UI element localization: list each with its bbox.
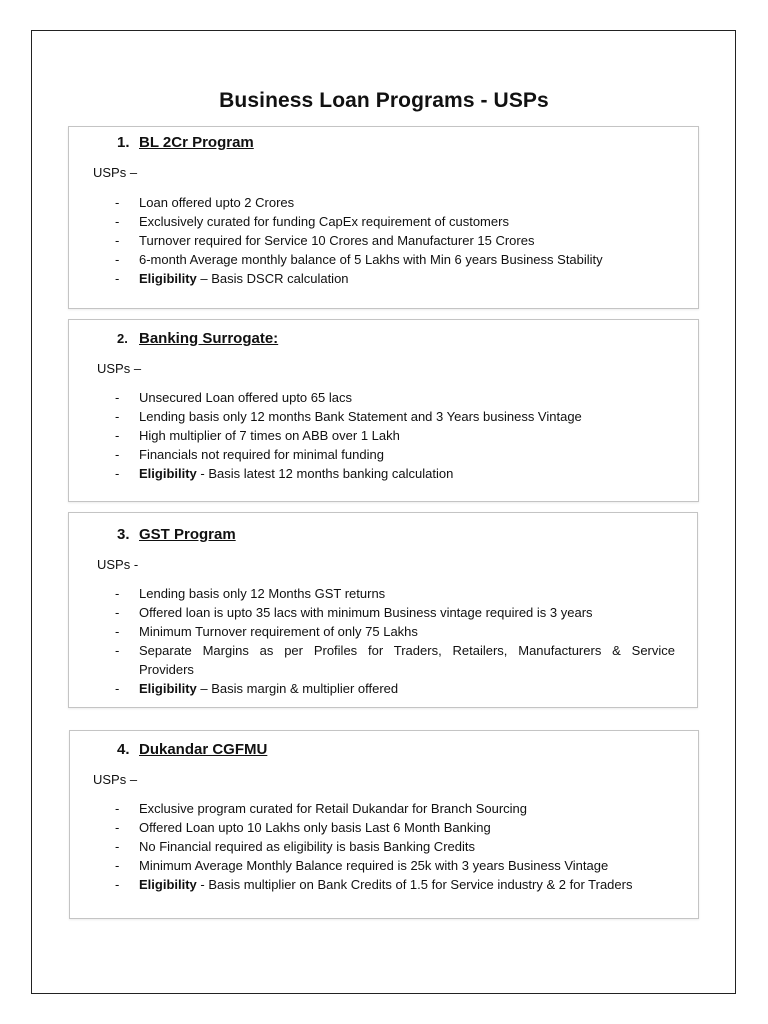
program-name: GST Program [139,526,236,543]
program-heading [117,330,278,348]
program-name: BL 2Cr Program [139,134,254,151]
eligibility-text: - Basis latest 12 months banking calculation [196,466,454,481]
list-item: - Offered Loan upto 10 Lakhs only basis Last 6 Month Banking [115,818,685,837]
list-item: - Exclusively curated for funding CapEx requirement of customers [115,212,675,231]
eligibility-label: Eligibility [139,466,197,481]
program-number: 1. [117,134,130,151]
list-item: - Lending basis only 12 Months GST returns [115,584,675,603]
program-name: Banking Surrogate: [139,330,279,347]
list-item: - High multiplier of 7 times on ABB over 1 Lakh [115,426,675,445]
program-heading [117,134,254,152]
list-item: - Minimum Turnover requirement of only 75 Lakhs [115,622,675,641]
list-item: - No Financial required as eligibility is basis Banking Credits [115,837,685,856]
list-item: - Minimum Average Monthly Balance required is 25k with 3 years Business Vintage [115,856,685,875]
list-item [115,641,675,679]
eligibility-label: Eligibility [139,271,197,286]
list-item: - Exclusive program curated for Retail Dukandar for Branch Sourcing [115,799,685,818]
document-title: Business Loan Programs - USPs [219,89,549,112]
list-item: - Unsecured Loan offered upto 65 lacs [115,388,675,407]
list-item: - Financials not required for minimal funding [115,445,675,464]
eligibility-label: Eligibility [139,877,197,892]
usps-label: USPs – [97,361,142,376]
eligibility-item [115,875,685,894]
program-heading [117,741,267,759]
usp-list [115,799,685,894]
eligibility-item [115,464,675,483]
usps-label: USPs - [97,557,139,572]
list-item: - Loan offered upto 2 Crores [115,193,675,212]
usps-label: USPs – [93,165,138,180]
program-number: 4. [117,741,130,758]
list-item-line: Separate Margins as per Profiles for Traders, Retailers, Manufacturers & Service [139,643,675,658]
usps-label: USPs – [93,772,138,787]
eligibility-text: – Basis margin & multiplier offered [196,681,399,696]
usp-list [115,584,675,698]
program-heading [117,526,236,544]
eligibility-text: – Basis DSCR calculation [196,271,349,286]
list-item: - Offered loan is upto 35 lacs with minimum Business vintage required is 3 years [115,603,675,622]
program-number: 2. [117,331,128,346]
list-item: - Lending basis only 12 months Bank Statement and 3 Years business Vintage [115,407,675,426]
program-name: Dukandar CGFMU [139,741,268,758]
eligibility-item [115,679,675,698]
list-item: - 6-month Average monthly balance of 5 Lakhs with Min 6 years Business Stability [115,250,675,269]
eligibility-item [115,269,675,288]
list-item-continuation: Providers [139,662,194,677]
eligibility-label: Eligibility [139,681,197,696]
eligibility-text: - Basis multiplier on Bank Credits of 1.5 for Service industry & 2 for Traders [196,877,633,892]
usp-list [115,193,675,288]
list-item: - Turnover required for Service 10 Crores and Manufacturer 15 Crores [115,231,675,250]
program-number: 3. [117,526,130,543]
usp-list [115,388,675,483]
